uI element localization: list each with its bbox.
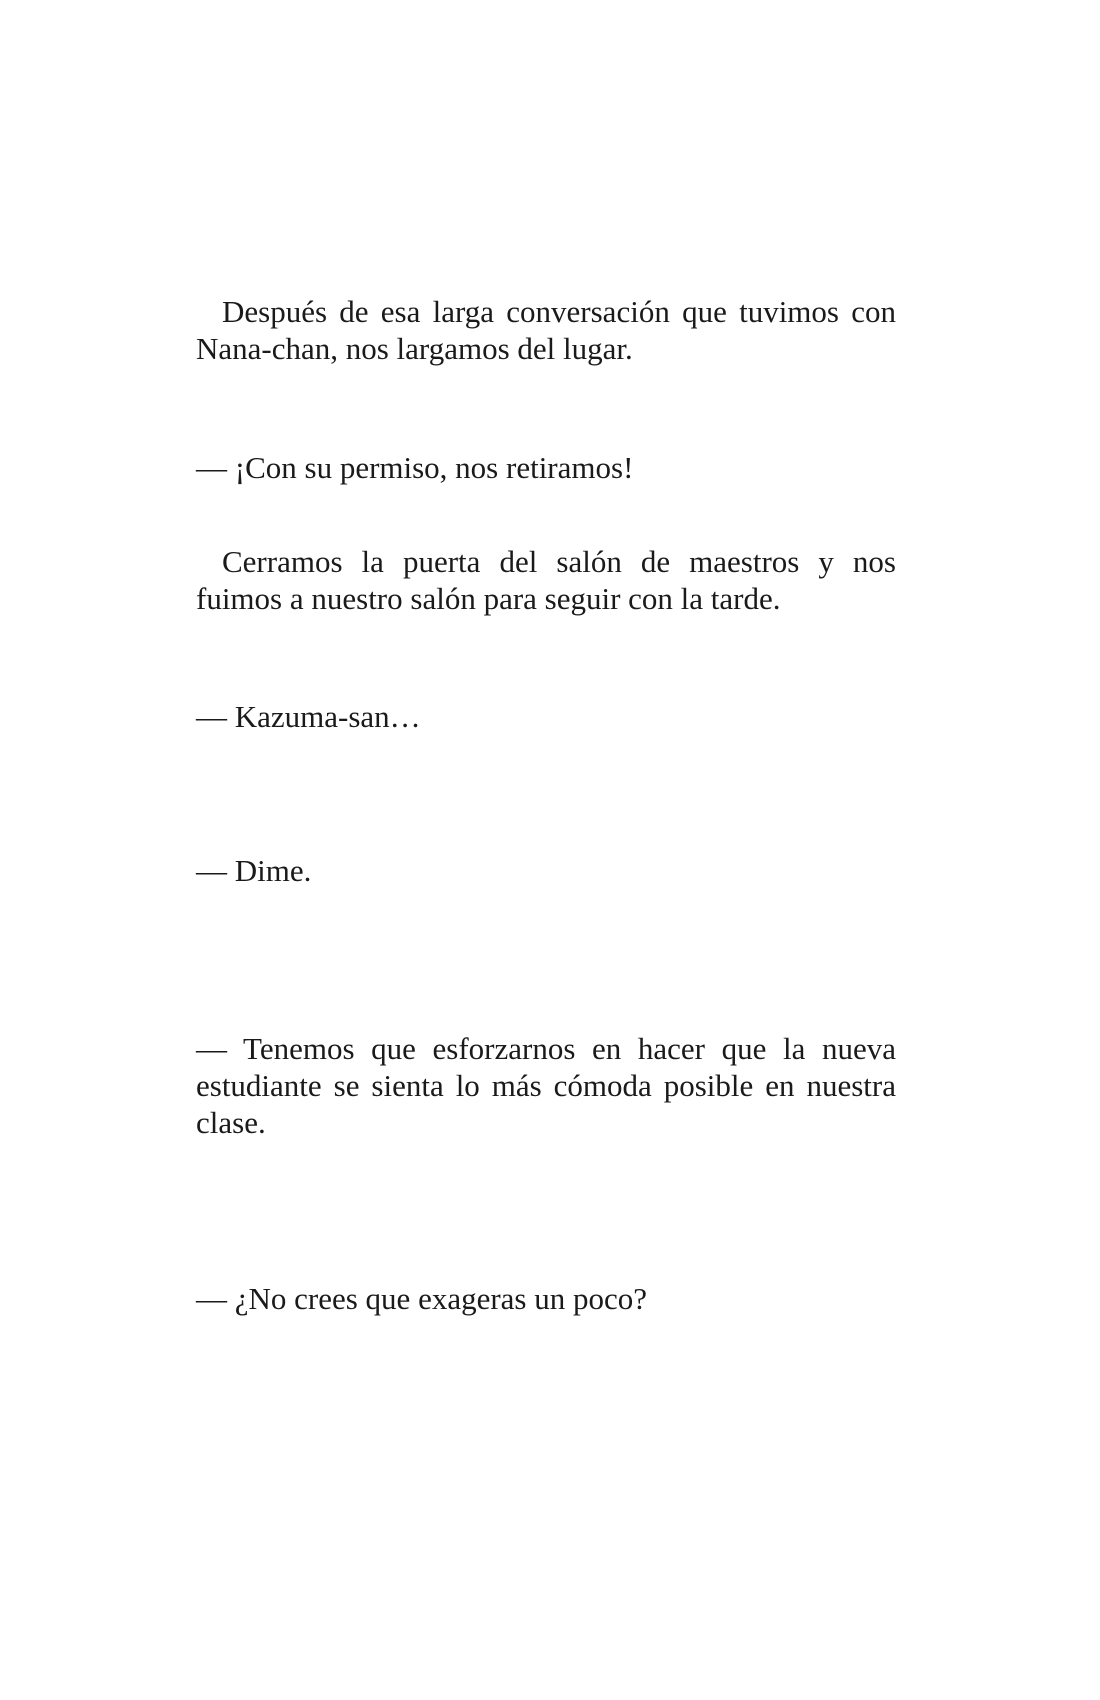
narration-paragraph: Después de esa larga conversación que tuvimos con Nana-chan, nos largamos del lugar. <box>196 294 896 366</box>
dialogue-line: — Dime. <box>196 853 312 888</box>
dialogue-line: — ¿No crees que exageras un poco? <box>196 1281 648 1316</box>
dialogue-line: — Kazuma-san… <box>196 699 421 734</box>
dialogue-line: — ¡Con su permiso, nos retiramos! <box>196 450 634 485</box>
narration-paragraph: Cerramos la puerta del salón de maestros y nos fuimos a nuestro salón para seguir con la tarde. <box>196 544 896 616</box>
dialogue-line: — Tenemos que esforzarnos en hacer que la nueva estudiante se sienta lo más cómoda posible en nuestra clase. <box>196 1031 896 1140</box>
